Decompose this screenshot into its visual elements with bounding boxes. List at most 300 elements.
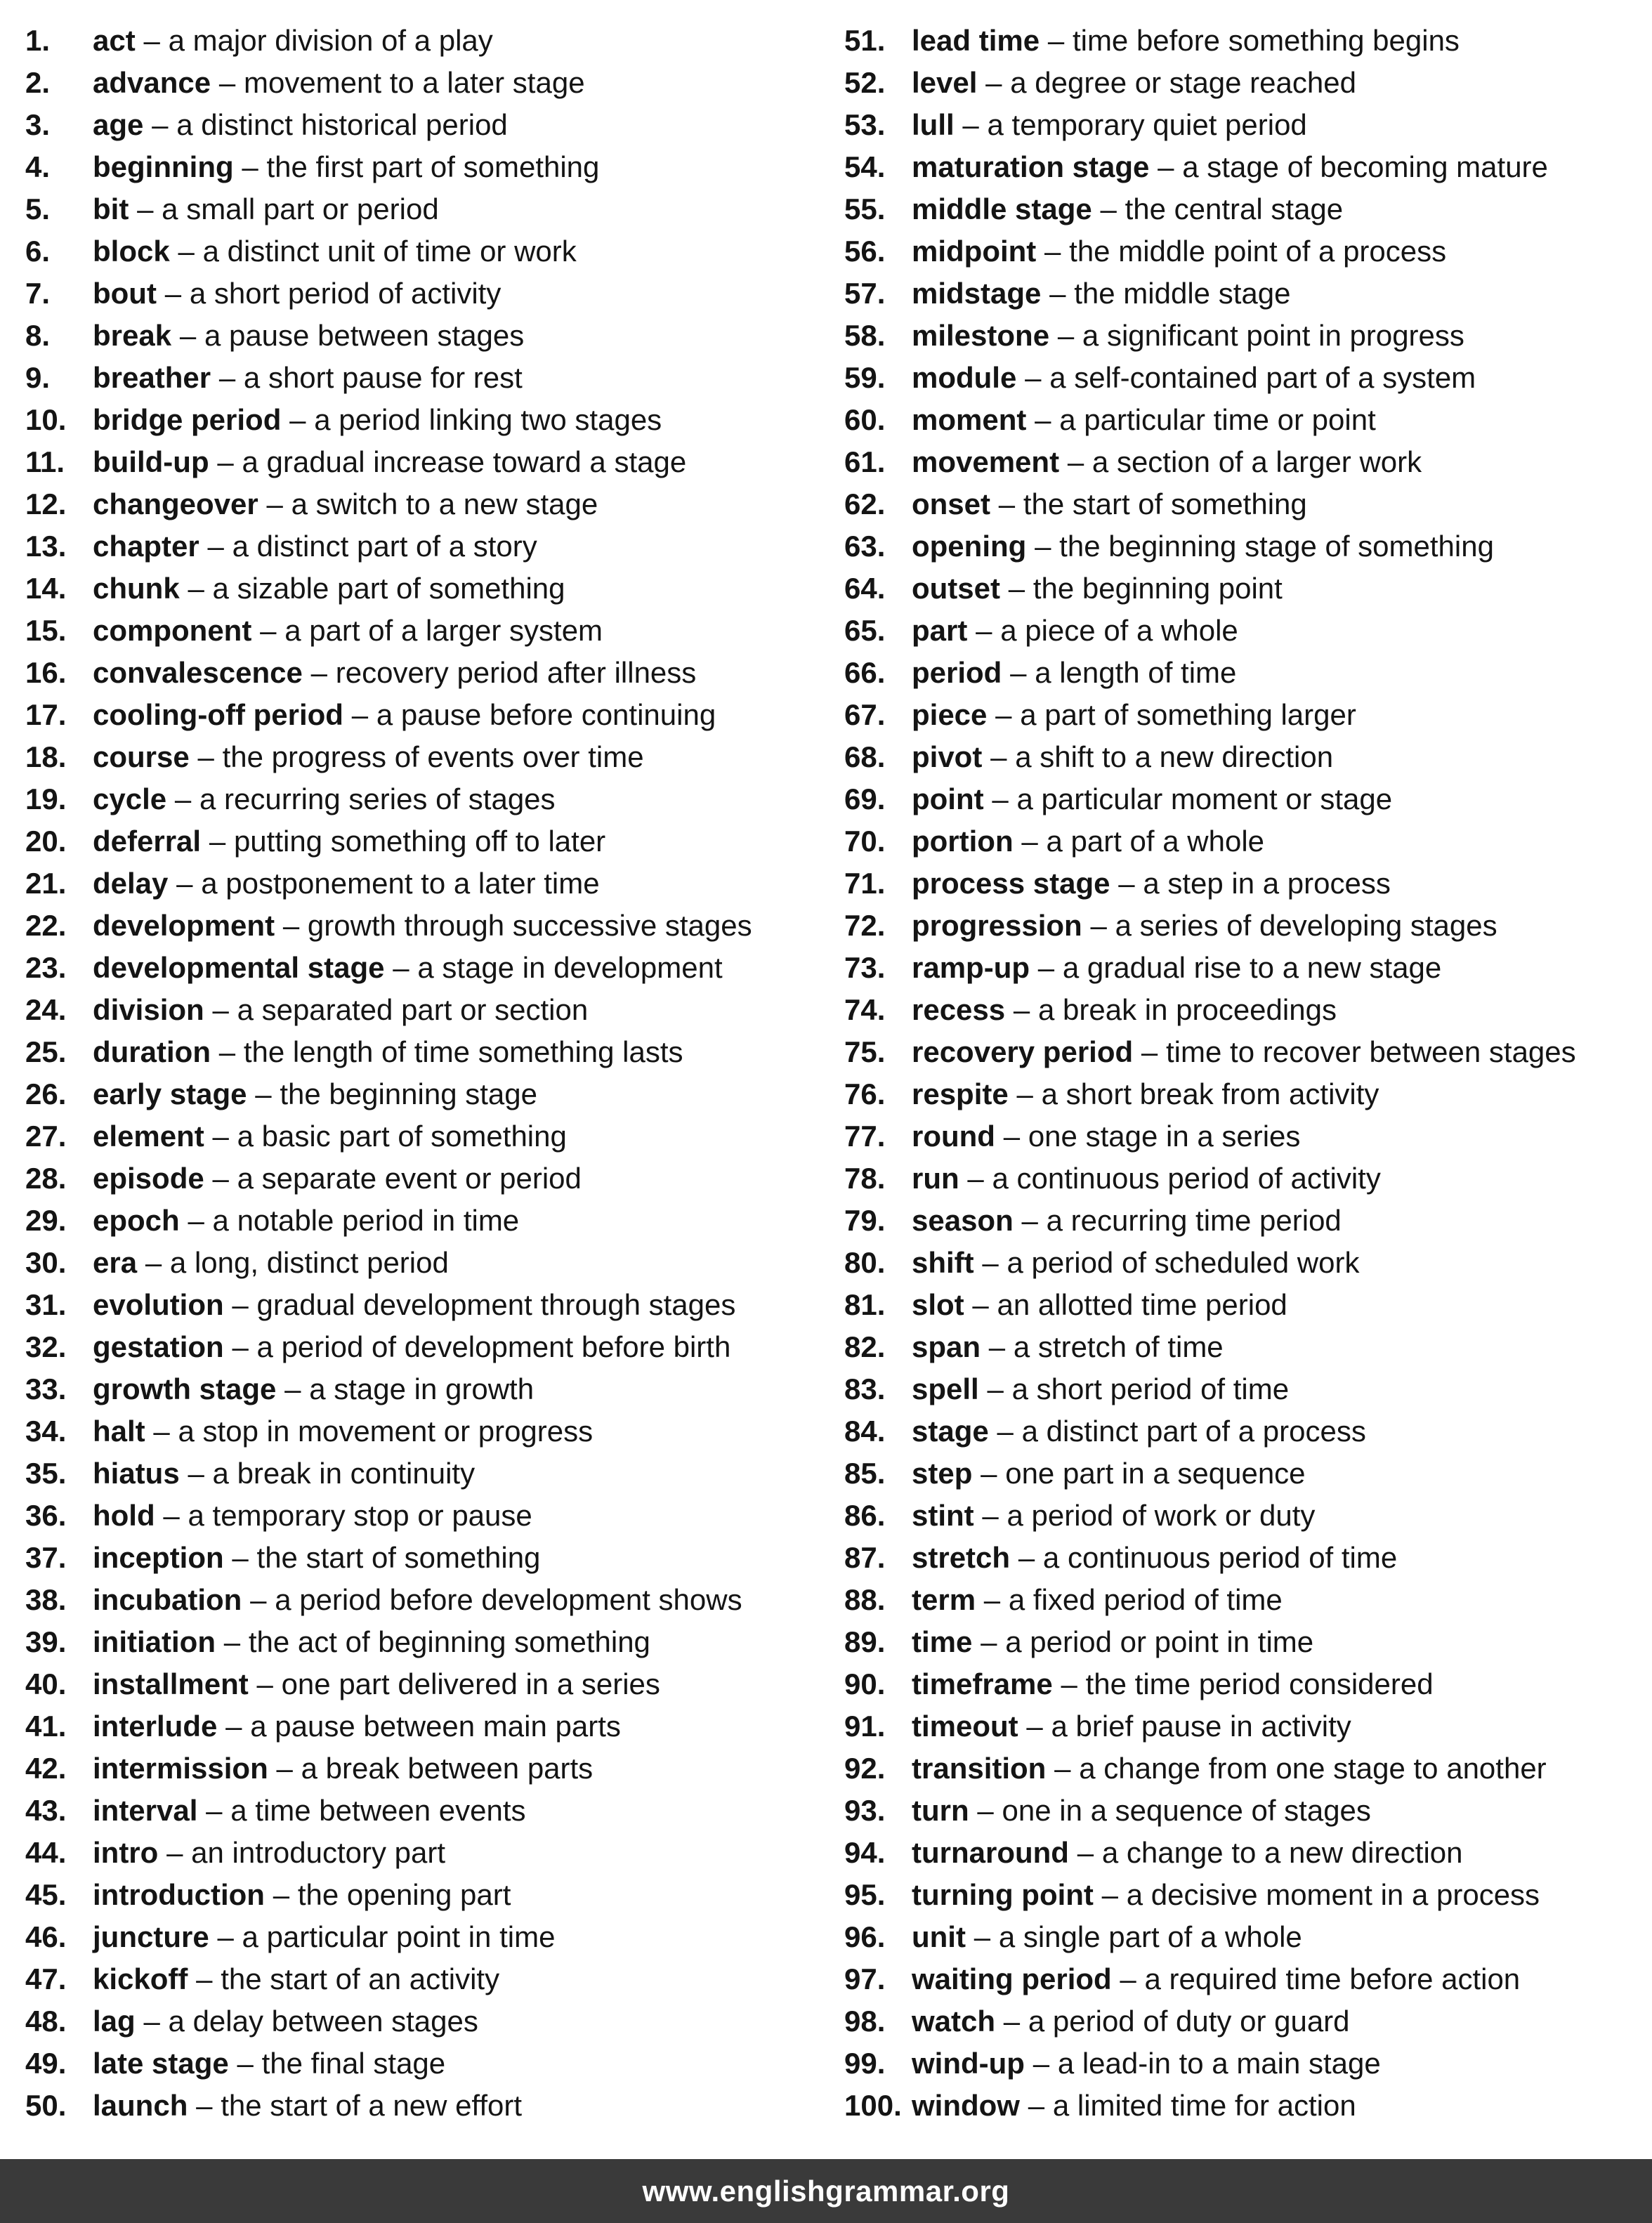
entry-separator: – (988, 1330, 1006, 1363)
entry-definition: a single part of a whole (998, 1920, 1302, 1953)
entry-word: halt (93, 1415, 145, 1448)
entry-separator: – (166, 1836, 183, 1869)
entry-separator: – (1018, 1541, 1035, 1574)
entry-word: time (912, 1625, 973, 1658)
entry-definition: the progress of events over time (222, 740, 644, 773)
entry-word: delay (93, 867, 169, 900)
word-entry (844, 820, 1652, 863)
entry-separator: – (164, 277, 182, 310)
entry-separator: – (1003, 1120, 1021, 1153)
entry-number: 2. (25, 66, 51, 99)
entry-word: timeframe (912, 1667, 1053, 1700)
word-entry (844, 947, 1652, 989)
word-entry (844, 1073, 1652, 1115)
entry-separator: – (260, 614, 277, 647)
entry-word: outset (912, 572, 1000, 605)
entry-word: gestation (93, 1330, 224, 1363)
entry-word: late stage (93, 2047, 229, 2080)
entry-number: 13. (25, 530, 67, 563)
word-entry (25, 1200, 833, 1242)
entry-number: 77. (844, 1120, 886, 1153)
word-entry (844, 104, 1652, 146)
entry-definition: the first part of something (266, 150, 600, 183)
entry-number: 24. (25, 993, 67, 1026)
word-entry (25, 441, 833, 483)
entry-word: middle stage (912, 192, 1092, 225)
entry-definition: a delay between stages (168, 2005, 478, 2038)
entry-definition: the beginning point (1032, 572, 1283, 605)
entry-definition: a significant point in progress (1082, 319, 1464, 352)
word-entry (844, 2000, 1652, 2042)
entry-word: piece (912, 698, 988, 731)
entry-separator: – (1028, 2089, 1045, 2122)
entry-separator: – (1026, 1710, 1043, 1743)
entry-word: opening (912, 530, 1027, 563)
entry-number: 10. (25, 403, 67, 436)
entry-definition: a separated part or section (237, 993, 589, 1026)
word-entry (25, 1537, 833, 1579)
entry-number: 73. (844, 951, 886, 984)
entry-definition: a stage in development (417, 951, 723, 984)
entry-number: 52. (844, 66, 886, 99)
word-entry (844, 1031, 1652, 1073)
entry-number: 11. (25, 445, 65, 478)
entry-number: 84. (844, 1415, 886, 1448)
entry-word: build-up (93, 445, 209, 478)
entry-definition: a required time before action (1144, 1962, 1521, 1995)
entry-word: term (912, 1583, 976, 1616)
entry-number: 75. (844, 1035, 886, 1068)
word-entry (25, 1368, 833, 1410)
entry-word: shift (912, 1246, 974, 1279)
entry-separator: – (143, 24, 160, 57)
entry-number: 27. (25, 1120, 67, 1153)
entry-number: 99. (844, 2047, 886, 2080)
entry-separator: – (266, 487, 283, 520)
word-entry (844, 1284, 1652, 1326)
entry-separator: – (197, 740, 214, 773)
entry-word: interlude (93, 1710, 218, 1743)
word-entry (25, 1495, 833, 1537)
entry-word: progression (912, 909, 1082, 942)
entry-number: 79. (844, 1204, 886, 1237)
word-entry (25, 104, 833, 146)
entry-word: duration (93, 1035, 211, 1068)
entry-definition: a degree or stage reached (1010, 66, 1356, 99)
entry-separator: – (217, 445, 234, 478)
entry-definition: a length of time (1035, 656, 1237, 689)
word-entry (25, 989, 833, 1031)
entry-definition: a temporary quiet period (987, 108, 1307, 141)
entry-word: kickoff (93, 1962, 188, 1995)
word-entry (844, 1663, 1652, 1705)
entry-number: 32. (25, 1330, 67, 1363)
entry-number: 96. (844, 1920, 886, 1953)
entry-word: hiatus (93, 1457, 180, 1490)
entry-separator: – (982, 1499, 999, 1532)
entry-definition: a long, distinct period (169, 1246, 449, 1279)
entry-word: respite (912, 1077, 1009, 1110)
entry-number: 8. (25, 319, 51, 352)
word-entry (25, 188, 833, 230)
entry-definition: a short period of activity (189, 277, 501, 310)
entry-separator: – (217, 1920, 234, 1953)
entry-word: lull (912, 108, 955, 141)
entry-definition: a separate event or period (237, 1162, 582, 1195)
entry-separator: – (145, 1246, 162, 1279)
entry-word: turnaround (912, 1836, 1069, 1869)
entry-word: chapter (93, 530, 199, 563)
word-entry (844, 778, 1652, 820)
word-entry (844, 1495, 1652, 1537)
entry-definition: a temporary stop or pause (188, 1499, 532, 1532)
entry-separator: – (282, 909, 300, 942)
entry-definition: an allotted time period (997, 1288, 1287, 1321)
entry-definition: a basic part of something (237, 1120, 567, 1153)
entry-definition: a notable period in time (212, 1204, 520, 1237)
entry-number: 89. (844, 1625, 886, 1658)
entry-word: juncture (93, 1920, 209, 1953)
entry-number: 58. (844, 319, 886, 352)
entry-word: stint (912, 1499, 974, 1532)
entry-definition: a decisive moment in a process (1126, 1878, 1540, 1911)
entry-separator: – (1067, 445, 1084, 478)
word-entry (844, 188, 1652, 230)
word-entry (844, 525, 1652, 568)
entry-number: 6. (25, 235, 51, 268)
entry-definition: a stop in movement or progress (178, 1415, 594, 1448)
entry-definition: a short period of time (1011, 1372, 1290, 1405)
entry-number: 91. (844, 1710, 886, 1743)
entry-word: cycle (93, 782, 167, 815)
entry-separator: – (232, 1330, 249, 1363)
word-entry (25, 1874, 833, 1916)
word-entry (25, 778, 833, 820)
entry-word: developmental stage (93, 951, 385, 984)
entry-definition: a particular point in time (242, 1920, 556, 1953)
entry-definition: a distinct historical period (176, 108, 508, 141)
entry-number: 54. (844, 150, 886, 183)
word-entry (844, 1916, 1652, 1958)
entry-word: component (93, 614, 252, 647)
entry-separator: – (289, 403, 306, 436)
entry-separator: – (977, 1794, 994, 1827)
entry-number: 19. (25, 782, 67, 815)
entry-definition: a period before development shows (275, 1583, 742, 1616)
entry-separator: – (1035, 530, 1051, 563)
entry-word: process stage (912, 867, 1110, 900)
entry-word: milestone (912, 319, 1050, 352)
entry-number: 44. (25, 1836, 67, 1869)
entry-separator: – (207, 530, 224, 563)
entry-number: 12. (25, 487, 67, 520)
entry-number: 67. (844, 698, 886, 731)
word-entry (25, 146, 833, 188)
entry-separator: – (351, 698, 369, 731)
entry-word: chunk (93, 572, 180, 605)
entry-number: 15. (25, 614, 67, 647)
entry-word: convalescence (93, 656, 303, 689)
entry-definition: one part in a sequence (1005, 1457, 1306, 1490)
entry-word: recess (912, 993, 1006, 1026)
word-entry (844, 989, 1652, 1031)
entry-number: 98. (844, 2005, 886, 2038)
entry-word: season (912, 1204, 1014, 1237)
entry-definition: a stretch of time (1013, 1330, 1224, 1363)
entry-separator: – (179, 319, 197, 352)
entry-separator: – (998, 487, 1016, 520)
entry-separator: – (256, 1667, 273, 1700)
entry-definition: a small part or period (162, 192, 439, 225)
entry-word: stage (912, 1415, 989, 1448)
entry-word: block (93, 235, 170, 268)
entry-definition: a continuous period of activity (992, 1162, 1381, 1195)
word-entry (25, 1579, 833, 1621)
entry-word: incubation (93, 1583, 242, 1616)
entry-definition: a particular time or point (1059, 403, 1376, 436)
entry-word: stretch (912, 1541, 1011, 1574)
entry-separator: – (237, 2047, 254, 2080)
entry-word: ramp-up (912, 951, 1030, 984)
entry-definition: the central stage (1125, 192, 1344, 225)
word-entry (25, 863, 833, 905)
entry-word: moment (912, 403, 1027, 436)
entry-number: 63. (844, 530, 886, 563)
entry-definition: the length of time something lasts (243, 1035, 683, 1068)
entry-separator: – (982, 1246, 999, 1279)
word-entry (25, 1453, 833, 1495)
word-entry (25, 2042, 833, 2085)
entry-number: 94. (844, 1836, 886, 1869)
entry-definition: a short pause for rest (243, 361, 523, 394)
entry-separator: – (1077, 1836, 1094, 1869)
word-entry (25, 1115, 833, 1158)
word-entry (844, 1537, 1652, 1579)
entry-word: transition (912, 1752, 1047, 1785)
word-entry (844, 1453, 1652, 1495)
entry-number: 43. (25, 1794, 67, 1827)
entry-number: 1. (25, 24, 51, 57)
entry-word: epoch (93, 1204, 180, 1237)
word-entry (25, 1326, 833, 1368)
entry-number: 61. (844, 445, 886, 478)
entry-word: watch (912, 2005, 996, 2038)
entry-definition: a lead-in to a main stage (1057, 2047, 1381, 2080)
entry-separator: – (1061, 1667, 1077, 1700)
entry-number: 48. (25, 2005, 67, 2038)
entry-number: 70. (844, 825, 886, 858)
entry-number: 55. (844, 192, 886, 225)
entry-number: 50. (25, 2089, 67, 2122)
entry-word: bridge period (93, 403, 282, 436)
word-entry (25, 1663, 833, 1705)
entry-definition: a short break from activity (1041, 1077, 1379, 1110)
word-entry (25, 1242, 833, 1284)
entry-number: 65. (844, 614, 886, 647)
entry-separator: – (273, 1878, 290, 1911)
entry-separator: – (176, 867, 193, 900)
word-entry (25, 1621, 833, 1663)
word-entry (25, 1747, 833, 1790)
entry-word: turning point (912, 1878, 1094, 1911)
word-entry (844, 1832, 1652, 1874)
entry-separator: – (1090, 909, 1107, 942)
word-entry (25, 1284, 833, 1326)
entry-separator: – (1054, 1752, 1071, 1785)
entry-word: inception (93, 1541, 224, 1574)
entry-word: hold (93, 1499, 155, 1532)
entry-separator: – (1120, 1962, 1136, 1995)
word-entry (25, 62, 833, 104)
word-entry (844, 1621, 1652, 1663)
entry-word: midstage (912, 277, 1042, 310)
word-entry (844, 736, 1652, 778)
entry-separator: – (196, 1962, 213, 1995)
entry-definition: the final stage (261, 2047, 446, 2080)
entry-word: waiting period (912, 1962, 1112, 1995)
entry-word: slot (912, 1288, 964, 1321)
entry-word: part (912, 614, 968, 647)
entry-number: 82. (844, 1330, 886, 1363)
entry-separator: – (1100, 192, 1117, 225)
word-entry (844, 568, 1652, 610)
entry-number: 16. (25, 656, 67, 689)
entry-word: wind-up (912, 2047, 1025, 2080)
entry-word: age (93, 108, 144, 141)
entry-number: 64. (844, 572, 886, 605)
entry-separator: – (1035, 403, 1051, 436)
entry-definition: a gradual rise to a new stage (1062, 951, 1442, 984)
entry-separator: – (992, 782, 1009, 815)
entry-separator: – (976, 614, 992, 647)
entry-word: act (93, 24, 136, 57)
entry-separator: – (973, 1920, 991, 1953)
entry-number: 26. (25, 1077, 67, 1110)
entry-number: 57. (844, 277, 886, 310)
entry-word: movement (912, 445, 1060, 478)
entry-word: initiation (93, 1625, 216, 1658)
entry-number: 97. (844, 1962, 886, 1995)
entry-separator: – (1032, 2047, 1050, 2080)
entry-definition: a step in a process (1143, 867, 1391, 900)
entry-number: 7. (25, 277, 51, 310)
entry-definition: a limited time for action (1052, 2089, 1356, 2122)
entry-word: point (912, 782, 984, 815)
entry-separator: – (1013, 993, 1030, 1026)
entry-definition: the beginning stage of something (1059, 530, 1494, 563)
entry-definition: a part of a larger system (284, 614, 603, 647)
entry-definition: the start of an activity (221, 1962, 500, 1995)
entry-definition: one in a sequence of stages (1002, 1794, 1371, 1827)
entry-definition: gradual development through stages (256, 1288, 736, 1321)
entry-definition: a period of work or duty (1007, 1499, 1316, 1532)
entry-word: module (912, 361, 1017, 394)
entry-number: 85. (844, 1457, 886, 1490)
entry-number: 30. (25, 1246, 67, 1279)
entry-word: break (93, 319, 172, 352)
entry-separator: – (242, 150, 258, 183)
entry-definition: the middle stage (1074, 277, 1291, 310)
entry-word: launch (93, 2089, 188, 2122)
entry-separator: – (218, 361, 236, 394)
entry-number: 49. (25, 2047, 67, 2080)
footer-website[interactable]: www.englishgrammar.org (642, 2174, 1010, 2208)
entry-separator: – (152, 108, 169, 141)
entry-word: portion (912, 825, 1014, 858)
entry-number: 46. (25, 1920, 67, 1953)
entry-number: 14. (25, 572, 67, 605)
entry-word: era (93, 1246, 138, 1279)
word-entry (844, 1368, 1652, 1410)
entry-definition: movement to a later stage (243, 66, 585, 99)
entry-separator: – (997, 1415, 1014, 1448)
entry-separator: – (1010, 656, 1027, 689)
word-entry (844, 1705, 1652, 1747)
entry-definition: the act of beginning something (248, 1625, 650, 1658)
entry-word: changeover (93, 487, 258, 520)
entry-definition: the beginning stage (280, 1077, 537, 1110)
entry-separator: – (983, 1583, 1001, 1616)
word-entry (25, 357, 833, 399)
entry-definition: a recurring time period (1046, 1204, 1342, 1237)
entry-definition: a switch to a new stage (291, 487, 598, 520)
entry-number: 29. (25, 1204, 67, 1237)
entry-definition: putting something off to later (233, 825, 606, 858)
entry-definition: time to recover between stages (1166, 1035, 1576, 1068)
entry-number: 95. (844, 1878, 886, 1911)
entry-number: 68. (844, 740, 886, 773)
entry-number: 31. (25, 1288, 67, 1321)
entry-number: 51. (844, 24, 886, 57)
entry-separator: – (218, 66, 236, 99)
word-entry (25, 947, 833, 989)
entry-word: maturation stage (912, 150, 1150, 183)
entry-number: 80. (844, 1246, 886, 1279)
entry-definition: a stage of becoming mature (1182, 150, 1548, 183)
entry-word: intermission (93, 1752, 268, 1785)
word-entry (25, 273, 833, 315)
entry-definition: a distinct part of a process (1021, 1415, 1366, 1448)
entry-number: 66. (844, 656, 886, 689)
entry-definition: a series of developing stages (1115, 909, 1497, 942)
word-entry (844, 1790, 1652, 1832)
entry-separator: – (188, 1204, 204, 1237)
entry-definition: a distinct unit of time or work (202, 235, 577, 268)
word-entry (25, 1073, 833, 1115)
word-entry (25, 1410, 833, 1453)
entry-definition: a sizable part of something (212, 572, 565, 605)
entry-separator: – (178, 235, 195, 268)
entry-word: bout (93, 277, 157, 310)
entry-definition: growth through successive stages (307, 909, 752, 942)
word-entry (844, 483, 1652, 525)
entry-definition: a pause between main parts (250, 1710, 621, 1743)
entry-separator: – (143, 2005, 160, 2038)
entry-word: recovery period (912, 1035, 1134, 1068)
entry-definition: a recurring series of stages (199, 782, 556, 815)
entry-number: 25. (25, 1035, 67, 1068)
entry-number: 83. (844, 1372, 886, 1405)
entry-word: pivot (912, 740, 983, 773)
entry-word: onset (912, 487, 991, 520)
word-entry (844, 2085, 1652, 2127)
entry-separator: – (153, 1415, 170, 1448)
word-entry (844, 1958, 1652, 2000)
entry-word: breather (93, 361, 211, 394)
entry-word: division (93, 993, 204, 1026)
entry-separator: – (206, 1794, 223, 1827)
word-entry (844, 905, 1652, 947)
